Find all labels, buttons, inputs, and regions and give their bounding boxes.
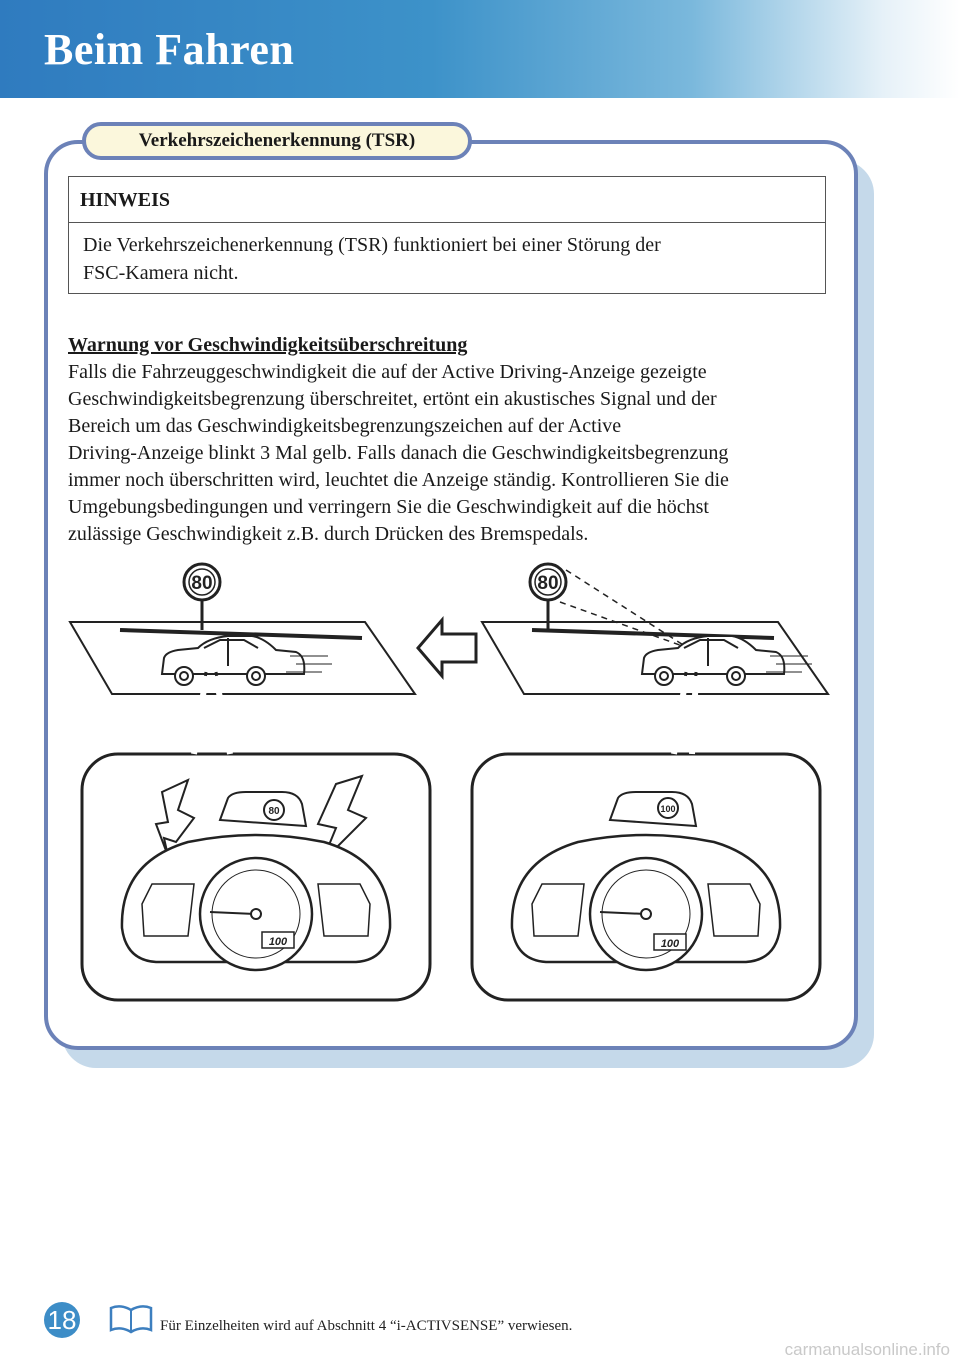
left-road-scene: [70, 564, 415, 754]
section-title: Warnung vor Geschwindigkeitsüberschreitung: [68, 334, 468, 356]
note-text-line: FSC-Kamera nicht.: [83, 262, 239, 284]
section-line: Bereich um das Geschwindigkeitsbegrenzungszeichen auf der Active: [68, 415, 622, 437]
left-hud-sign-value: 80: [268, 806, 280, 817]
footer-reference: Für Einzelheiten wird auf Abschnitt 4 “i-ACTIVSENSE” verwiesen.: [160, 1318, 573, 1334]
page-header: [0, 0, 960, 98]
left-sign-value: 80: [191, 573, 213, 594]
right-road-scene: [482, 564, 828, 754]
left-speed-readout: 100: [268, 936, 288, 948]
left-arrow-icon: [418, 620, 476, 676]
book-icon: [108, 1304, 154, 1334]
tsr-illustration: [60, 556, 840, 1006]
left-instrument-bubble: [82, 676, 430, 1000]
section-line: zulässige Geschwindigkeit z.B. durch Drücken des Bremspedals.: [68, 523, 589, 545]
right-speed-readout: 100: [660, 938, 680, 950]
watermark: carmanualsonline.info: [784, 1340, 950, 1359]
section-line: Geschwindigkeitsbegrenzung überschreitet, ertönt ein akustisches Signal und der: [68, 388, 717, 410]
note-text-line: Die Verkehrszeichenerkennung (TSR) funktioniert bei einer Störung der: [83, 234, 661, 256]
section-line: Falls die Fahrzeuggeschwindigkeit die auf der Active Driving-Anzeige gezeigte: [68, 361, 707, 383]
section-line: Umgebungsbedingungen und verringern Sie die Geschwindigkeit auf die höchst: [68, 496, 709, 518]
section-line: immer noch überschritten wird, leuchtet die Anzeige ständig. Kontrollieren Sie die: [68, 469, 729, 491]
right-instrument-bubble: [472, 676, 820, 1000]
note-box: [68, 176, 826, 294]
note-heading: HINWEIS: [69, 177, 825, 223]
right-sign-value: 80: [537, 573, 559, 594]
right-hud-sign-value: 100: [660, 804, 676, 814]
page-title: Beim Fahren: [44, 25, 295, 74]
speed-warning-section: [68, 332, 838, 548]
section-line: Driving-Anzeige blinkt 3 Mal gelb. Falls danach die Geschwindigkeitsbegrenzung: [68, 442, 729, 464]
section-tab: Verkehrszeichenerkennung (TSR): [82, 122, 472, 160]
note-body: [69, 223, 825, 287]
page-number: 18: [44, 1302, 80, 1338]
